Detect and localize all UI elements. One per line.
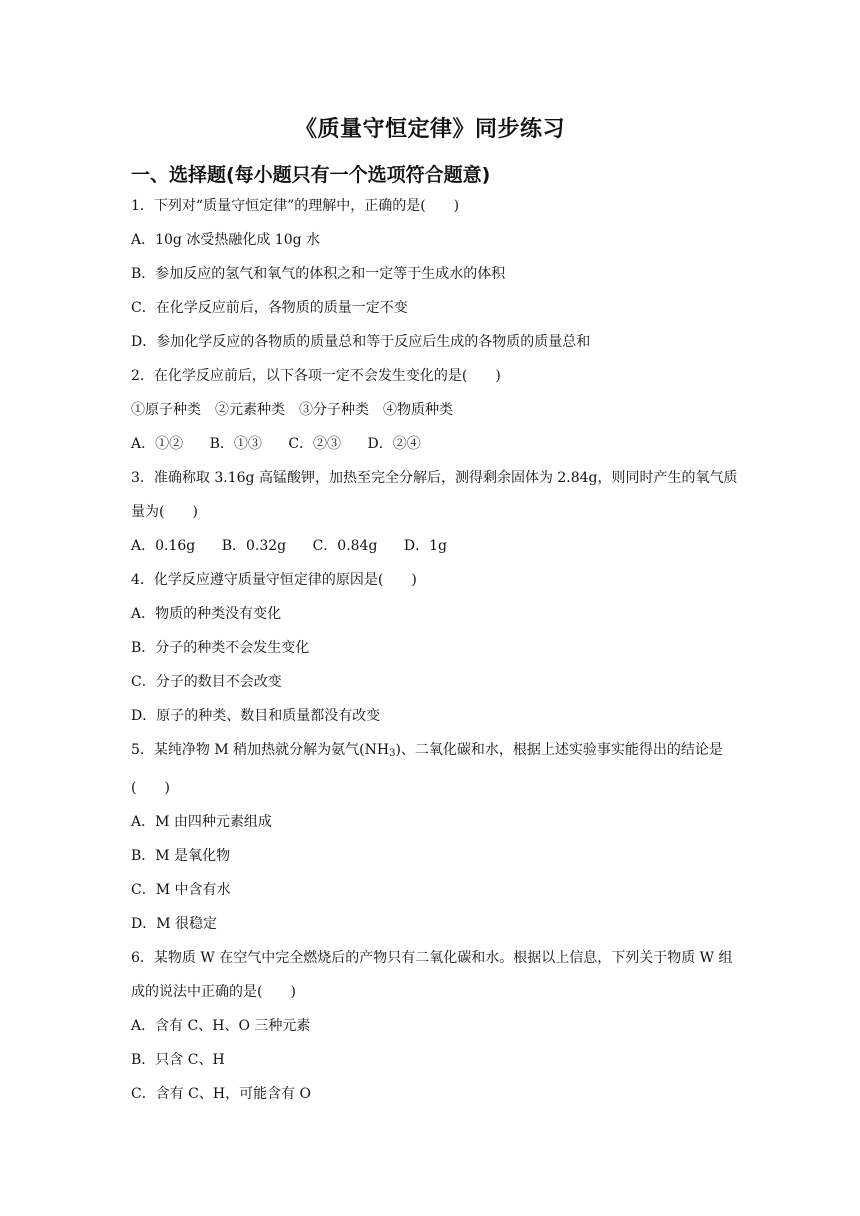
option-c: C．M 中含有水 — [131, 882, 231, 898]
option-b: B．0.32g — [221, 538, 287, 554]
question-stem: 1．下列对“质量守恒定律”的理解中，正确的是( ) — [131, 198, 460, 214]
subscript: 3 — [389, 748, 396, 759]
option-a: A．0.16g — [131, 538, 196, 554]
option-a: A．10g 冰受热融化成 10g 水 — [131, 232, 321, 248]
question-6 — [131, 941, 741, 1009]
option-c: C．②③ — [288, 436, 342, 452]
question-1 — [131, 196, 741, 216]
inline-options — [131, 536, 741, 556]
option-d: D．1g — [403, 538, 447, 554]
question-3 — [131, 461, 741, 529]
option-b: B．M 是氧化物 — [131, 848, 231, 864]
stem-suffix: )、二氧化碳和水，根据上述实验事实能得出的结论是( ) — [131, 742, 723, 796]
option-c: C．0.84g — [312, 538, 378, 554]
option-b: B．只含 C、H — [131, 1052, 225, 1068]
option-c: C．分子的数目不会改变 — [131, 674, 282, 690]
option-a: A．M 由四种元素组成 — [131, 814, 272, 830]
option-c: C．在化学反应前后，各物质的质量一定不变 — [131, 300, 408, 316]
question-stem: 4．化学反应遵守质量守恒定律的原因是( ) — [131, 572, 417, 588]
option-d: D．参加化学反应的各物质的质量总和等于反应后生成的各物质的质量总和 — [131, 334, 591, 350]
option-a: A．物质的种类没有变化 — [131, 606, 282, 622]
option-b: B．参加反应的氢气和氧气的体积之和一定等于生成水的体积 — [131, 266, 506, 282]
stem-prefix: 5．某纯净物 M 稍加热就分解为氨气(NH — [131, 742, 390, 758]
document-title: 《质量守恒定律》同步练习 — [294, 117, 565, 142]
option-a: A．①② — [131, 436, 184, 452]
question-extra: ①原子种类 ②元素种类 ③分子种类 ④物质种类 — [131, 402, 453, 418]
inline-options — [131, 434, 741, 454]
option-b: B．①③ — [209, 436, 262, 452]
question-stem: 6．某物质 W 在空气中完全燃烧后的产物只有二氧化碳和水。根据以上信息，下列关于物质 W 组成的说法中正确的是( ) — [131, 950, 733, 1000]
option-a: A．含有 C、H、O 三种元素 — [131, 1018, 311, 1034]
option-d: D．②④ — [367, 436, 421, 452]
question-stem — [131, 733, 741, 805]
question-stem: 2．在化学反应前后，以下各项一定不会发生变化的是( ) — [131, 368, 501, 384]
section-heading: 一、选择题(每小题只有一个选项符合题意) — [131, 164, 491, 186]
option-b: B．分子的种类不会发生变化 — [131, 640, 310, 656]
option-c: C．含有 C、H，可能含有 O — [131, 1086, 312, 1102]
question-5 — [131, 733, 741, 805]
question-stem: 3．准确称取 3.16g 高锰酸钾，加热至完全分解后，测得剩余固体为 2.84g，则同时产生的氧气质量为( ) — [131, 470, 738, 520]
option-d: D．M 很稳定 — [131, 916, 218, 932]
question-list — [131, 196, 741, 1118]
option-d: D．原子的种类、数目和质量都没有改变 — [131, 708, 381, 724]
